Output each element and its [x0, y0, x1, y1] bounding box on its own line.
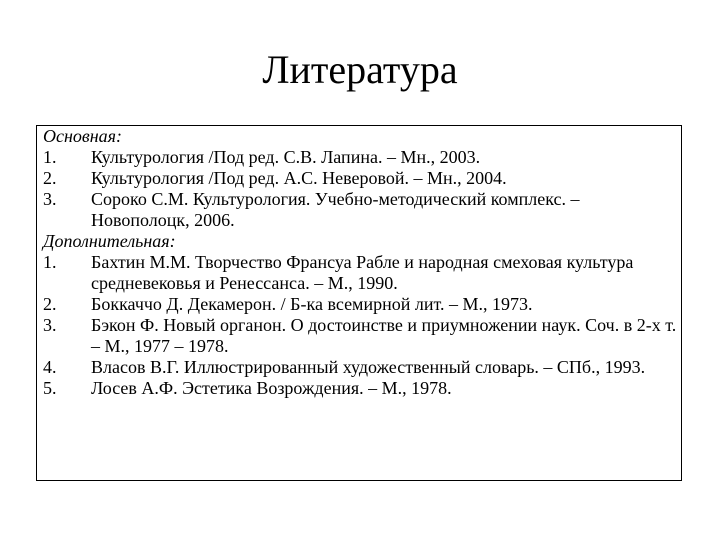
item-text: Культурология /Под ред. А.С. Неверовой. – Мн., 2004. [91, 168, 507, 188]
list-item [43, 189, 677, 231]
item-number: 3. [43, 315, 57, 335]
main-literature-list [43, 147, 677, 231]
item-number: 1. [43, 252, 57, 272]
section-heading-main: Основная: [43, 126, 123, 146]
item-text: Культурология /Под ред. С.В. Лапина. – Мн., 2003. [91, 147, 481, 167]
list-item [43, 378, 677, 399]
item-number: 2. [43, 294, 57, 314]
list-item [43, 315, 677, 357]
item-number: 2. [43, 168, 57, 188]
item-text: Бахтин М.М. Творчество Франсуа Рабле и народная смеховая культура средневековья и Ренессанса. – М., 1990. [91, 252, 634, 293]
list-item [43, 294, 677, 315]
section-heading-extra: Дополнительная: [43, 231, 176, 251]
item-number: 3. [43, 189, 57, 209]
list-item [43, 252, 677, 294]
item-text: Бэкон Ф. Новый органон. О достоинстве и приумножении наук. Соч. в 2-х т. – М., 1977 – 1978. [91, 315, 677, 356]
item-text: Боккаччо Д. Декамерон. / Б-ка всемирной лит. – М., 1973. [91, 294, 533, 314]
item-text: Сороко С.М. Культурология. Учебно-методический комплекс. – Новополоцк, 2006. [91, 189, 580, 230]
item-number: 4. [43, 357, 57, 377]
literature-box [36, 125, 682, 481]
item-number: 5. [43, 378, 57, 398]
item-text: Власов В.Г. Иллюстрированный художественный словарь. – СПб., 1993. [91, 357, 646, 377]
extra-literature-list [43, 252, 677, 399]
list-item [43, 168, 677, 189]
slide-title: Литература [262, 47, 458, 92]
item-number: 1. [43, 147, 57, 167]
item-text: Лосев А.Ф. Эстетика Возрождения. – М., 1978. [91, 378, 452, 398]
list-item [43, 357, 677, 378]
list-item [43, 147, 677, 168]
